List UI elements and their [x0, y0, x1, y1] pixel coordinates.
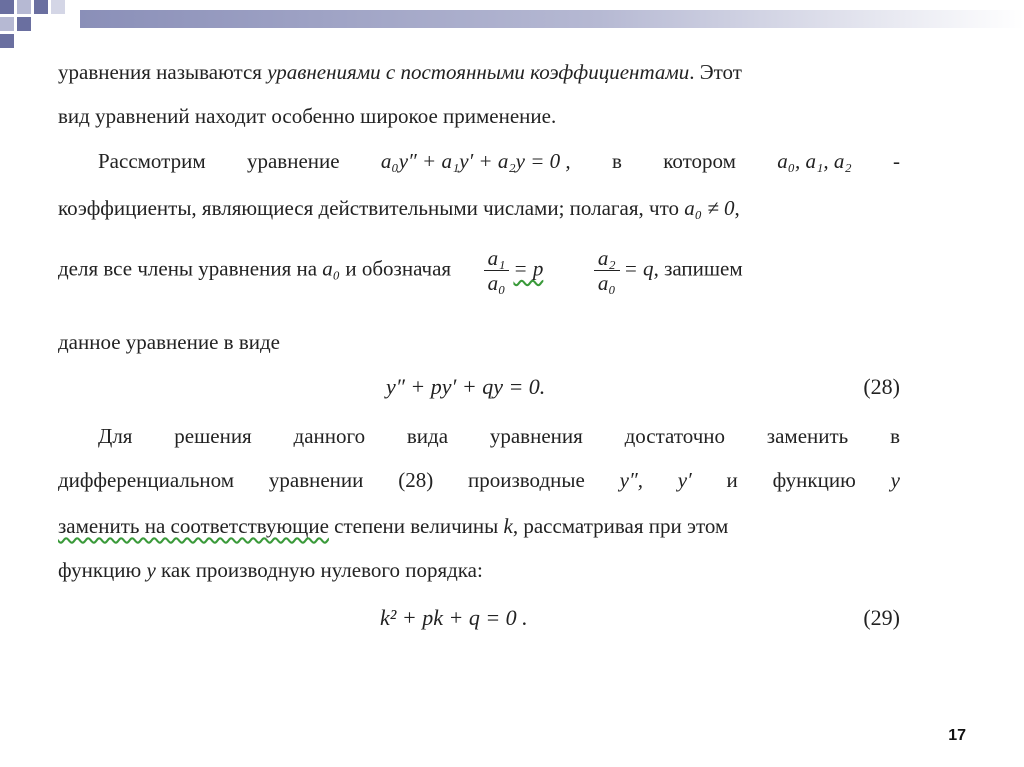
word: уравнения [489, 424, 583, 448]
text: (29) [863, 605, 900, 630]
corner-square [34, 0, 48, 14]
para2-line3 [58, 246, 743, 295]
text: данное уравнение в виде [58, 330, 280, 354]
word: в [890, 424, 900, 448]
word: заменить [766, 424, 849, 448]
para2-line1 [98, 149, 900, 173]
formula: y [146, 558, 156, 582]
text: , рассматривая при этом [512, 514, 729, 538]
para3-line2 [58, 468, 900, 492]
header-gradient-bar [80, 10, 1024, 28]
text: уравнения называются [58, 60, 268, 84]
para2-line2 [58, 196, 740, 220]
text: заменить на соответствующие [58, 514, 329, 538]
numerator: a₂ [594, 246, 620, 271]
word: производные [468, 468, 585, 492]
corner-square [17, 17, 31, 31]
emphasized-term: уравнениями с постоянными коэффициентами [267, 60, 690, 84]
para1-line1 [58, 60, 742, 84]
para1-line2 [58, 104, 556, 128]
word: котором [663, 149, 736, 173]
formula: k [503, 514, 513, 538]
equation-29 [380, 606, 528, 630]
text: функцию [58, 558, 147, 582]
formula: = p [513, 256, 544, 281]
para3-line3 [58, 514, 728, 538]
word: (28) [398, 468, 434, 492]
corner-square [0, 17, 14, 31]
word: достаточно [624, 424, 725, 448]
numerator: a₁ [484, 246, 510, 271]
corner-square [0, 0, 14, 14]
corner-square [17, 0, 31, 14]
word: дифференциальном [58, 468, 235, 492]
formula: y″, [619, 468, 643, 492]
formula: y′ [677, 468, 692, 492]
text: , [734, 196, 740, 220]
para3-line1 [98, 424, 900, 448]
text: , запишем [653, 256, 743, 281]
corner-square [0, 34, 14, 48]
text: как производную нулевого порядка: [155, 558, 483, 582]
word: решения [174, 424, 252, 448]
formula: y [890, 468, 900, 492]
fraction-a2-a0 [594, 246, 620, 295]
corner-square [51, 0, 65, 14]
word: уравнении [268, 468, 364, 492]
para3-line4 [58, 558, 483, 582]
equation-28 [386, 375, 545, 399]
text: и обозначая [340, 256, 452, 281]
corner-decoration [0, 0, 80, 60]
equation-number-29 [863, 606, 900, 630]
word: и [726, 468, 738, 492]
word: вида [406, 424, 449, 448]
text: деля все члены уравнения на [58, 256, 323, 281]
text: . Этот [689, 60, 742, 84]
text: коэффициенты, являющиеся действительными числами; полагая, что [58, 196, 685, 220]
word: уравнение [246, 149, 340, 173]
para2-line4 [58, 330, 280, 354]
equation-number-28 [863, 375, 900, 399]
equation-expression: k² + pk + q = 0 . [380, 605, 528, 630]
fraction-a1-a0 [484, 246, 510, 295]
page-number: 17 [948, 727, 966, 744]
word: данного [293, 424, 366, 448]
condition-formula: a₀ ≠ 0 [684, 196, 735, 220]
denominator: a₀ [597, 271, 616, 295]
word: функцию [772, 468, 856, 492]
text: вид уравнений находит особенно широкое применение. [58, 104, 557, 128]
coefficients-formula: a₀, a₁, a₂ [777, 149, 852, 173]
formula: = q [623, 256, 654, 281]
word: Для [98, 424, 133, 448]
word: - [892, 149, 900, 173]
equation-expression: y″ + py′ + qy = 0. [386, 374, 546, 399]
word: Рассмотрим [98, 149, 206, 173]
denominator: a₀ [487, 271, 506, 295]
ode-formula: a₀y″ + a₁y′ + a₂y = 0 , [380, 149, 571, 173]
text: (28) [863, 374, 900, 399]
formula: a₀ [322, 256, 341, 281]
text: степени величины [328, 514, 504, 538]
word: в [611, 149, 622, 173]
